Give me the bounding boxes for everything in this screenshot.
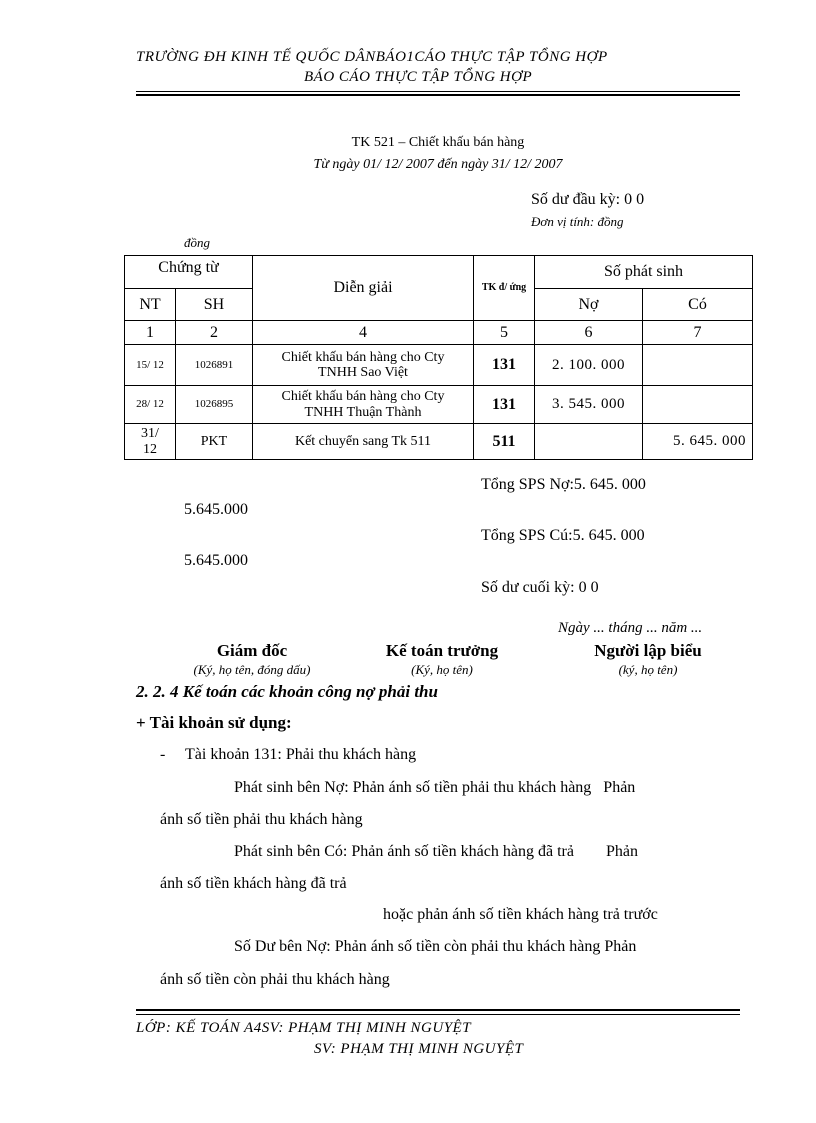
credit-line-1: Phát sinh bên Có: Phản ánh số tiền khách hàng đã trả Phản — [234, 843, 638, 860]
total-sps-co-value: 5.645.000 — [184, 552, 248, 569]
debit-line-1: Phát sinh bên Nợ: Phản ánh số tiền phải thu khách hàng Phản — [234, 779, 636, 796]
preparer-note: (ký, họ tên) — [618, 662, 678, 677]
account-131-title: Tài khoản 131: Phải thu khách hàng — [185, 746, 417, 763]
row-desc: Chiết khấu bán hàng cho Cty TNHH Thuận Thành — [253, 386, 474, 424]
row-tk: 131 — [474, 345, 535, 386]
credit-line-2: ánh số tiền khách hàng đã trả — [160, 875, 347, 892]
total-sps-co: Tổng SPS Cú:5. 645. 000 — [481, 527, 645, 544]
footer-rule-bottom — [136, 1014, 740, 1015]
balance-line-1: Số Dư bên Nợ: Phản ánh số tiền còn phải thu khách hàng Phản — [234, 938, 637, 955]
header-sh: SH — [176, 289, 253, 321]
accounts-used-heading: + Tài khoản sử dụng: — [136, 713, 292, 732]
header-tk-doi-ung: TK đ/ ứng — [474, 256, 535, 321]
closing-balance: Số dư cuối kỳ: 0 0 — [481, 579, 599, 596]
balance-line-2: ánh số tiền còn phải thu khách hàng — [160, 971, 390, 988]
header-rule-top — [136, 91, 740, 92]
footer-line-1: LỚP: KẾ TOÁN A4SV: PHẠM THỊ MINH NGUYỆT — [136, 1020, 472, 1036]
col-number-7: 7 — [643, 321, 753, 345]
header-no: Nợ — [535, 289, 643, 321]
row-sh: 1026895 — [176, 386, 253, 424]
total-sps-no: Tổng SPS Nợ:5. 645. 000 — [481, 476, 646, 493]
unit-label: Đơn vị tính: đồng — [531, 214, 624, 229]
table-row — [125, 386, 753, 424]
header-co: Có — [643, 289, 753, 321]
footer-line-2: SV: PHẠM THỊ MINH NGUYỆT — [314, 1041, 524, 1057]
row-tk: 511 — [474, 424, 535, 460]
total-sps-no-value: 5.645.000 — [184, 501, 248, 518]
row-nt: 15/ 12 — [125, 345, 176, 386]
header-line-1: TRƯỜNG ĐH KINH TẾ QUỐC DÂNBÁO1CÁO THỰC TẬP TỔNG HỢP — [136, 49, 608, 65]
chief-accountant-note: (Ký, họ tên) — [411, 662, 473, 677]
ledger-table — [124, 255, 753, 460]
row-sh: PKT — [176, 424, 253, 460]
col-number-2: 2 — [176, 321, 253, 345]
report-period: Từ ngày 01/ 12/ 2007 đến ngày 31/ 12/ 2007 — [313, 157, 563, 172]
table-row — [125, 424, 753, 460]
row-co: 5. 645. 000 — [643, 424, 753, 460]
row-no: 2. 100. 000 — [535, 345, 643, 386]
unit-label-wrap: đồng — [184, 235, 210, 250]
row-nt: 31/ 12 — [125, 424, 176, 460]
debit-line-2: ánh số tiền phải thu khách hàng — [160, 811, 363, 828]
header-rule-bottom — [136, 94, 740, 96]
account-131-dash: - — [160, 746, 166, 763]
row-desc: Chiết khấu bán hàng cho Cty TNHH Sao Việt — [253, 345, 474, 386]
director-note: (Ký, họ tên, đóng dấu) — [193, 662, 311, 677]
signature-date: Ngày ... tháng ... năm ... — [558, 620, 703, 636]
section-heading: 2. 2. 4 Kế toán các khoản công nợ phải thu — [136, 682, 438, 701]
header-dien-giai: Diễn giải — [253, 256, 474, 321]
header-line-2: BÁO CÁO THỰC TẬP TỔNG HỢP — [304, 69, 533, 85]
row-no — [535, 424, 643, 460]
header-so-phat-sinh: Số phát sinh — [535, 256, 753, 289]
report-title: TK 521 – Chiết khấu bán hàng — [351, 135, 525, 150]
opening-balance: Số dư đầu kỳ: 0 0 — [531, 191, 645, 208]
header-chung-tu: Chứng từ — [125, 256, 253, 289]
row-co — [643, 386, 753, 424]
credit-line-3: hoặc phản ánh số tiền khách hàng trả trước — [383, 906, 658, 923]
header-nt: NT — [125, 289, 176, 321]
col-number-4: 4 — [253, 321, 474, 345]
col-number-5: 5 — [474, 321, 535, 345]
col-number-6: 6 — [535, 321, 643, 345]
row-no: 3. 545. 000 — [535, 386, 643, 424]
row-sh: 1026891 — [176, 345, 253, 386]
row-nt: 28/ 12 — [125, 386, 176, 424]
table-row — [125, 345, 753, 386]
row-co — [643, 345, 753, 386]
preparer-title: Người lập biểu — [594, 641, 702, 660]
chief-accountant-title: Kế toán trưởng — [385, 641, 499, 660]
col-number-1: 1 — [125, 321, 176, 345]
director-title: Giám đốc — [216, 641, 288, 660]
footer-rule-top — [136, 1009, 740, 1011]
row-tk: 131 — [474, 386, 535, 424]
row-desc: Kết chuyển sang Tk 511 — [253, 424, 474, 460]
